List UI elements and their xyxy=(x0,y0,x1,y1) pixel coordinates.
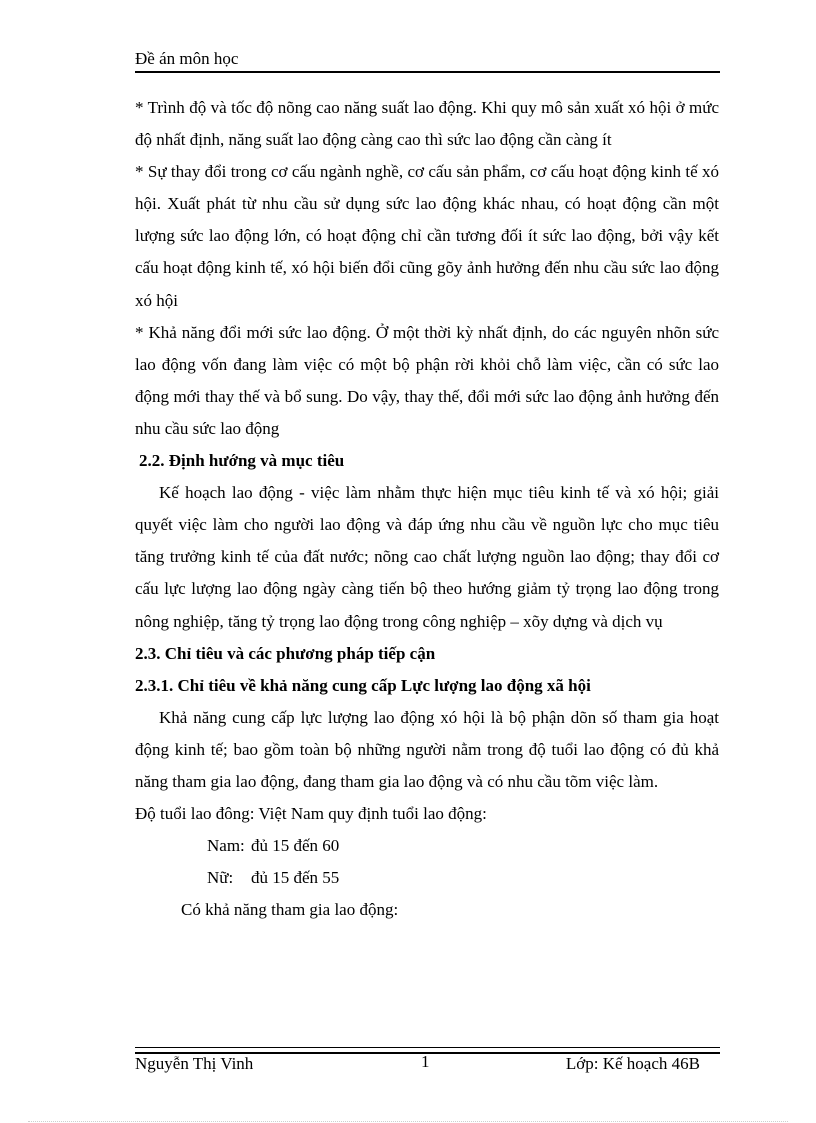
age-row-female xyxy=(135,862,719,894)
footer-author: Nguyễn Thị Vinh xyxy=(135,1054,254,1073)
age-value-male: đủ 15 đến 60 xyxy=(251,836,340,856)
paragraph-labor-supply-def: Khả năng cung cấp lực lượng lao động xó hội là bộ phận dõn số tham gia hoạt động kinh tế; bao gồm toàn bộ những người nằm trong độ tuổi lao động có đủ khả năng tham gia lao động, đang tham gia lao động và có nhu cầu tõm việc làm. xyxy=(135,707,719,791)
page-bottom-divider xyxy=(28,1121,788,1122)
paragraph-ability: Có khả năng tham gia lao động: xyxy=(181,900,399,920)
heading-orientation: 2.2. Định hướng và mục tiêu xyxy=(139,451,345,471)
document-body xyxy=(135,92,719,926)
age-row-male xyxy=(135,830,719,862)
footer-class: Lớp: Kế hoạch 46B xyxy=(565,1054,700,1073)
paragraph-labor-renewal: * Khả năng đổi mới sức lao động. Ở một thời kỳ nhất định, do các nguyên nhõn sức lao động vốn đang làm việc có một bộ phận rời khỏi chỗ làm việc, cần có sức lao động mới thay thế và bổ sung. Do vậy, thay thế, đổi mới sức lao động ảnh hưởng đến nhu cầu sức lao động xyxy=(135,322,719,438)
footer-page-number: 1 xyxy=(421,1052,430,1071)
paragraph-productivity: * Trình độ và tốc độ nõng cao năng suất lao động. Khi quy mô sản xuất xó hội ở mức độ nhất định, năng suất lao động càng cao thì sức lao động cần càng ít xyxy=(135,98,719,150)
page-footer xyxy=(135,1054,720,1076)
header-title: Đề án môn học xyxy=(135,49,239,68)
heading-labor-supply: 2.3.1. Chỉ tiêu về khả năng cung cấp Lực lượng lao động xã hội xyxy=(135,675,591,695)
age-value-female: đủ 15 đến 55 xyxy=(251,868,340,888)
paragraph-plan-goals: Kế hoạch lao động - việc làm nhằm thực hiện mục tiêu kinh tế và xó hội; giải quyết việc làm cho người lao động và đáp ứng nhu cầu về nguồn lực cho mục tiêu tăng trưởng kinh tế của đất nước; nõng cao chất lượng nguồn lao động; thay đổi cơ cấu lực lượng lao động ngày càng tiến bộ theo hướng giảm tỷ trọng lao động trong nông nghiệp, tăng tỷ trọng lao động trong công nghiệp – xõy dựng và dịch vụ xyxy=(135,483,719,631)
age-label-male: Nam: xyxy=(207,836,245,856)
paragraph-working-age: Độ tuổi lao đông: Việt Nam quy định tuổi lao động: xyxy=(135,804,487,824)
paragraph-structure-change: * Sự thay đổi trong cơ cấu ngành nghề, cơ cấu sản phẩm, cơ cấu hoạt động kinh tế xó hội. Xuất phát từ nhu cầu sử dụng sức lao động khác nhau, có hoạt động cần một lượng sức lao động lớn, có hoạt động chỉ cần tương đối ít sức lao động, bởi vậy kết cấu hoạt động kinh tế, xó hội biến đổi cũng gõy ảnh hưởng đến nhu cầu sức lao động xó hội xyxy=(135,162,719,310)
age-label-female: Nữ: xyxy=(207,868,234,888)
page-header xyxy=(135,49,720,73)
heading-indicators: 2.3. Chỉ tiêu và các phương pháp tiếp cận xyxy=(135,643,436,663)
